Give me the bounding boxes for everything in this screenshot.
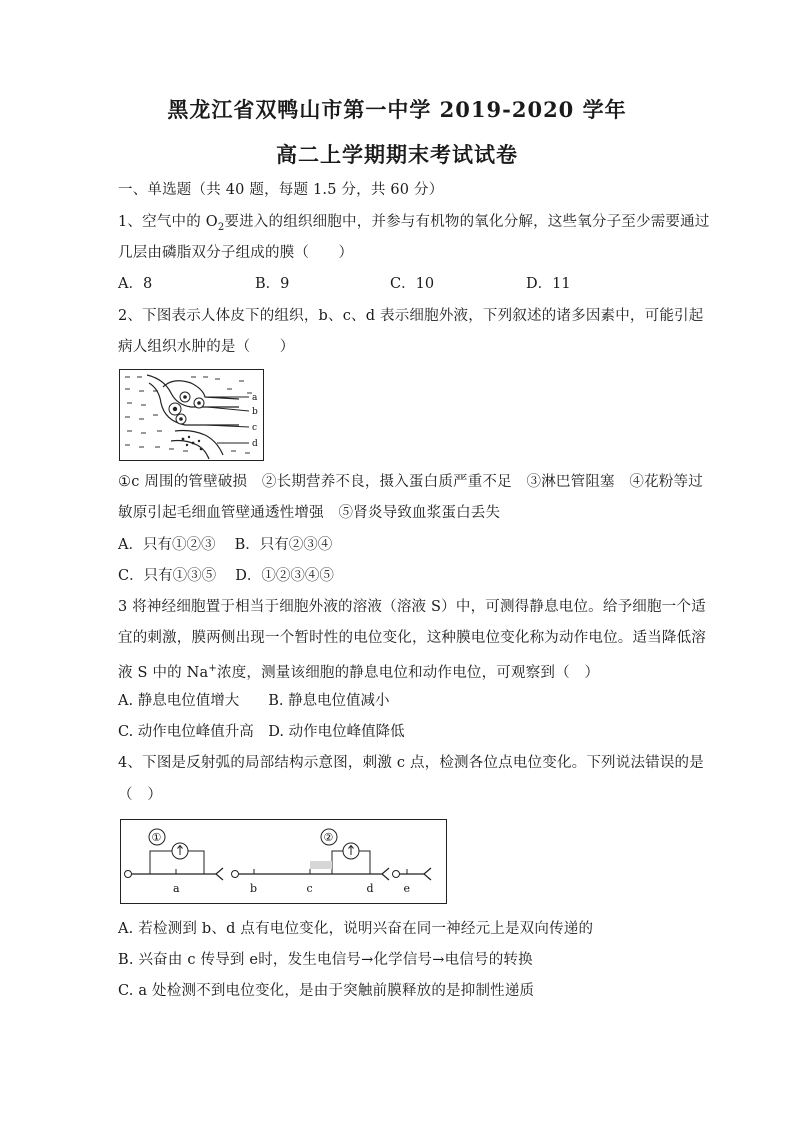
q2-factors-line1: ①c 周围的管壁破损 ②长期营养不良，摄入蛋白质严重不足 ③淋巴管阻塞 ④花粉等过	[118, 474, 703, 490]
exam-title-line2: 高二上学期期末考试试卷	[276, 142, 518, 167]
q2-stem-line1: 2、下图表示人体皮下的组织，b、c、d 表示细胞外液，下列叙述的诸多因素中，可能引起	[118, 308, 704, 324]
q3-stem-pre: 液 S 中的 Na	[118, 664, 209, 681]
exam-title-line1: 黑龙江省双鸭山市第一中学 2019-2020 学年	[167, 97, 627, 122]
reflex-arc-diagram	[120, 819, 447, 904]
q3-stem-line2: 宜的刺激，膜两侧出现一个暂时性的电位变化，这种膜电位变化称为动作电位。适当降低溶	[118, 630, 706, 646]
q4-option-a: A. 若检测到 b、d 点有电位变化，说明兴奋在同一神经元上是双向传递的	[118, 921, 594, 937]
q2-stem-line2: 病人组织水肿的是（ ）	[118, 339, 295, 355]
q1-stem-line2: 几层由磷脂双分子组成的膜（ ）	[118, 245, 354, 261]
q1-option-c: C．10	[390, 276, 435, 292]
q3-stem-post: 浓度，测量该细胞的静息电位和动作电位，可观察到（ ）	[217, 664, 600, 681]
q4-option-b: B. 兴奋由 c 传导到 e时，发生电信号→化学信号→电信号的转换	[118, 952, 533, 968]
q1-option-a: A．8	[118, 276, 153, 292]
q4-stem-line1: 4、下图是反射弧的局部结构示意图，刺激 c 点，检测各位点电位变化。下列说法错误的是	[118, 755, 704, 771]
point-label-a: a	[173, 882, 180, 895]
q1-option-b: B．9	[255, 276, 290, 292]
q3-stem-line1: 3 将神经细胞置于相当于细胞外液的溶液（溶液 S）中，可测得静息电位。给予细胞一个适	[118, 599, 706, 615]
q2-options-row1: A．只有①②③ B．只有②③④	[118, 537, 333, 553]
q3-options-row2: C. 动作电位峰值升高 D. 动作电位峰值降低	[118, 724, 405, 740]
q3-options-row1: A. 静息电位值增大 B. 静息电位值减小	[118, 693, 390, 709]
meter-2-label: ②	[323, 831, 334, 844]
tissue-label-d: d	[252, 439, 258, 449]
q1-stem-pre: 1、空气中的 O	[118, 214, 218, 230]
meter-1-label: ①	[151, 831, 162, 844]
q1-stem-post: 要进入的组织细胞中，并参与有机物的氧化分解，这些氧分子至少需要通过	[224, 214, 710, 230]
tissue-diagram	[119, 369, 264, 461]
point-label-d: d	[366, 882, 374, 895]
tissue-label-c: c	[252, 423, 258, 433]
q1-stem-subscript: 2	[217, 221, 225, 233]
q2-options-row2: C．只有①③⑤ D．①②③④⑤	[118, 568, 334, 584]
point-label-c: c	[306, 882, 313, 895]
q1-option-d: D．11	[526, 276, 571, 292]
point-label-e: e	[403, 882, 411, 895]
q2-factors-line2: 敏原引起毛细血管壁通透性增强 ⑤肾炎导致血浆蛋白丢失	[118, 505, 501, 521]
tissue-label-b: b	[252, 407, 258, 417]
point-label-b: b	[250, 882, 258, 895]
q4-option-c: C. a 处检测不到电位变化，是由于突触前膜释放的是抑制性递质	[118, 983, 535, 999]
section-heading: 一、单选题（共 40 题，每题 1.5 分，共 60 分）	[118, 182, 444, 198]
q4-stem-line2: （ ）	[118, 787, 163, 803]
q3-stem-superscript: +	[208, 663, 217, 674]
q1-stem-line1	[118, 212, 710, 238]
q3-stem-line3	[118, 659, 599, 683]
tissue-label-a: a	[252, 393, 258, 403]
